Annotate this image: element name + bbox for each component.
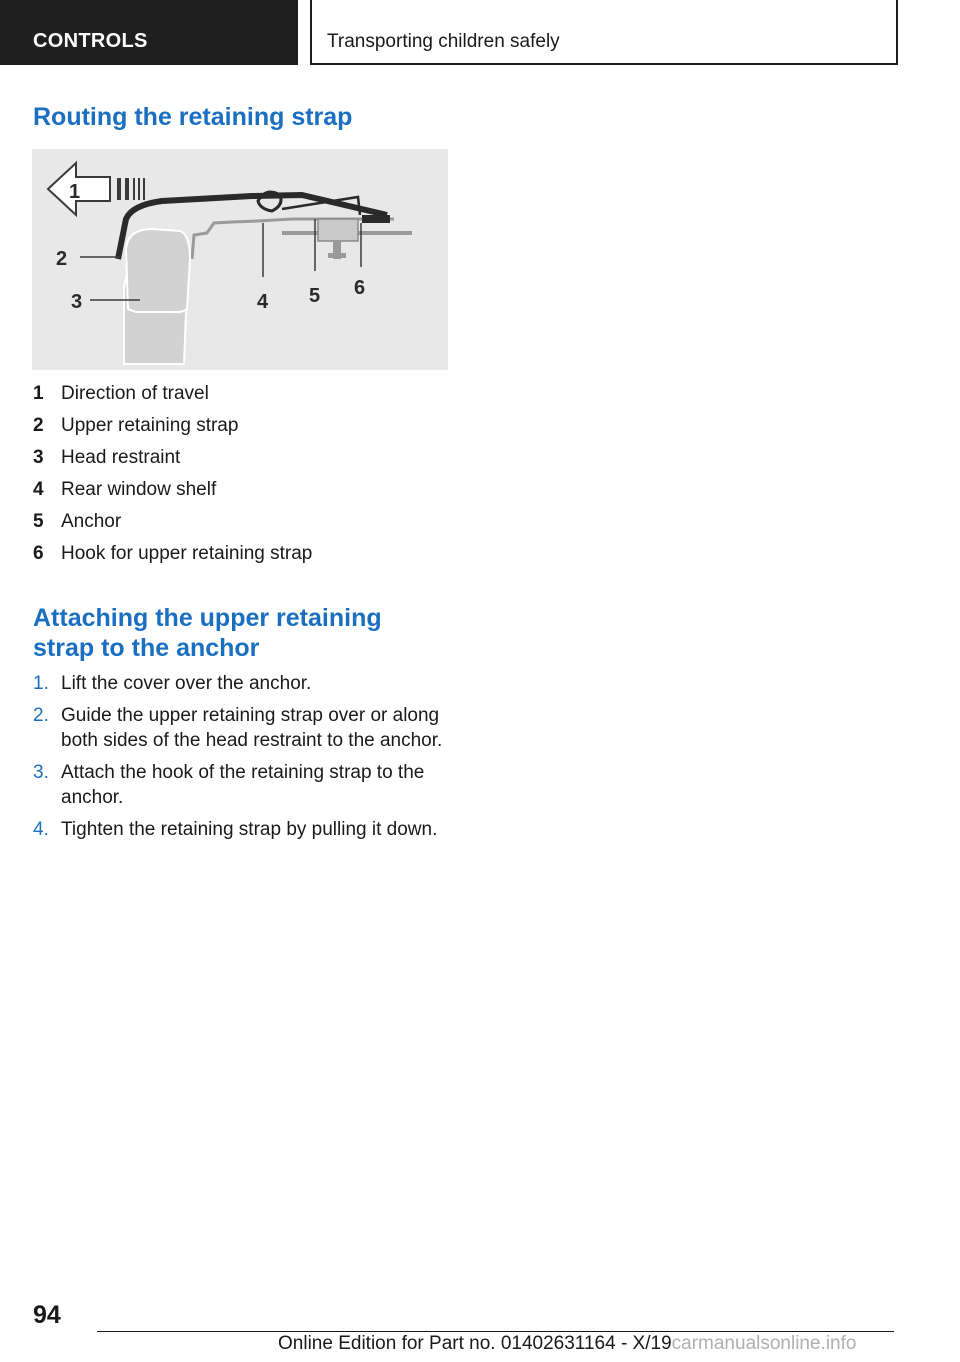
step-text: Tighten the retaining strap by pulling it down.: [61, 819, 438, 840]
step-item: [33, 671, 453, 696]
callout-5: 5: [309, 285, 321, 307]
footer-edition: [278, 1333, 856, 1355]
callout-4: 4: [257, 291, 269, 313]
step-item: [33, 817, 453, 842]
legend-item: [33, 414, 453, 446]
callout-6: 6: [354, 277, 366, 299]
step-text: Lift the cover over the anchor.: [61, 673, 312, 694]
legend-number: 1: [33, 383, 44, 404]
callout-2: 2: [56, 248, 68, 270]
step-number: 3.: [33, 762, 49, 783]
legend-item: [33, 542, 453, 574]
step-text: Guide the upper retaining strap over or along both sides of the head restraint to the anchor.: [61, 705, 443, 751]
header-section-label: CONTROLS: [33, 30, 148, 52]
header-chapter-tab: [310, 0, 898, 65]
legend-number: 6: [33, 543, 44, 564]
anchor-block: [318, 219, 358, 241]
footer-divider: [97, 1331, 894, 1332]
legend-number: 5: [33, 511, 44, 532]
legend-item: [33, 478, 453, 510]
figure-legend: [33, 382, 453, 574]
callout-3: 3: [71, 291, 83, 313]
legend-item: [33, 446, 453, 478]
edition-text: Online Edition for Part no. 01402631164 - X/19: [278, 1333, 672, 1354]
legend-item: [33, 510, 453, 542]
step-number: 4.: [33, 819, 49, 840]
retaining-strap-figure: [32, 149, 448, 370]
legend-text: Rear window shelf: [61, 479, 217, 500]
section-heading-attaching: [33, 603, 453, 663]
section-heading-routing: Routing the retaining strap: [33, 103, 353, 131]
step-number: 2.: [33, 705, 49, 726]
legend-text: Upper retaining strap: [61, 415, 239, 436]
header-section-tab: [0, 0, 298, 65]
legend-text: Hook for upper retaining strap: [61, 543, 313, 564]
legend-text: Anchor: [61, 511, 122, 532]
step-number: 1.: [33, 673, 49, 694]
step-item: [33, 703, 453, 753]
legend-number: 3: [33, 447, 44, 468]
callout-1: 1: [69, 181, 81, 203]
watermark[interactable]: carmanualsonline.info: [671, 1333, 857, 1354]
legend-text: Head restraint: [61, 447, 181, 468]
step-text: Attach the hook of the retaining strap to the anchor.: [61, 762, 425, 808]
heading-line: strap to the anchor: [33, 634, 260, 662]
legend-item: [33, 382, 453, 414]
page-number: 94: [33, 1301, 61, 1329]
legend-number: 2: [33, 415, 44, 436]
header-chapter-label: Transporting children safely: [327, 31, 560, 52]
legend-number: 4: [33, 479, 44, 500]
heading-line: Attaching the upper retaining: [33, 604, 382, 632]
step-item: [33, 760, 453, 810]
instruction-steps: [33, 671, 453, 849]
legend-text: Direction of travel: [61, 383, 209, 404]
